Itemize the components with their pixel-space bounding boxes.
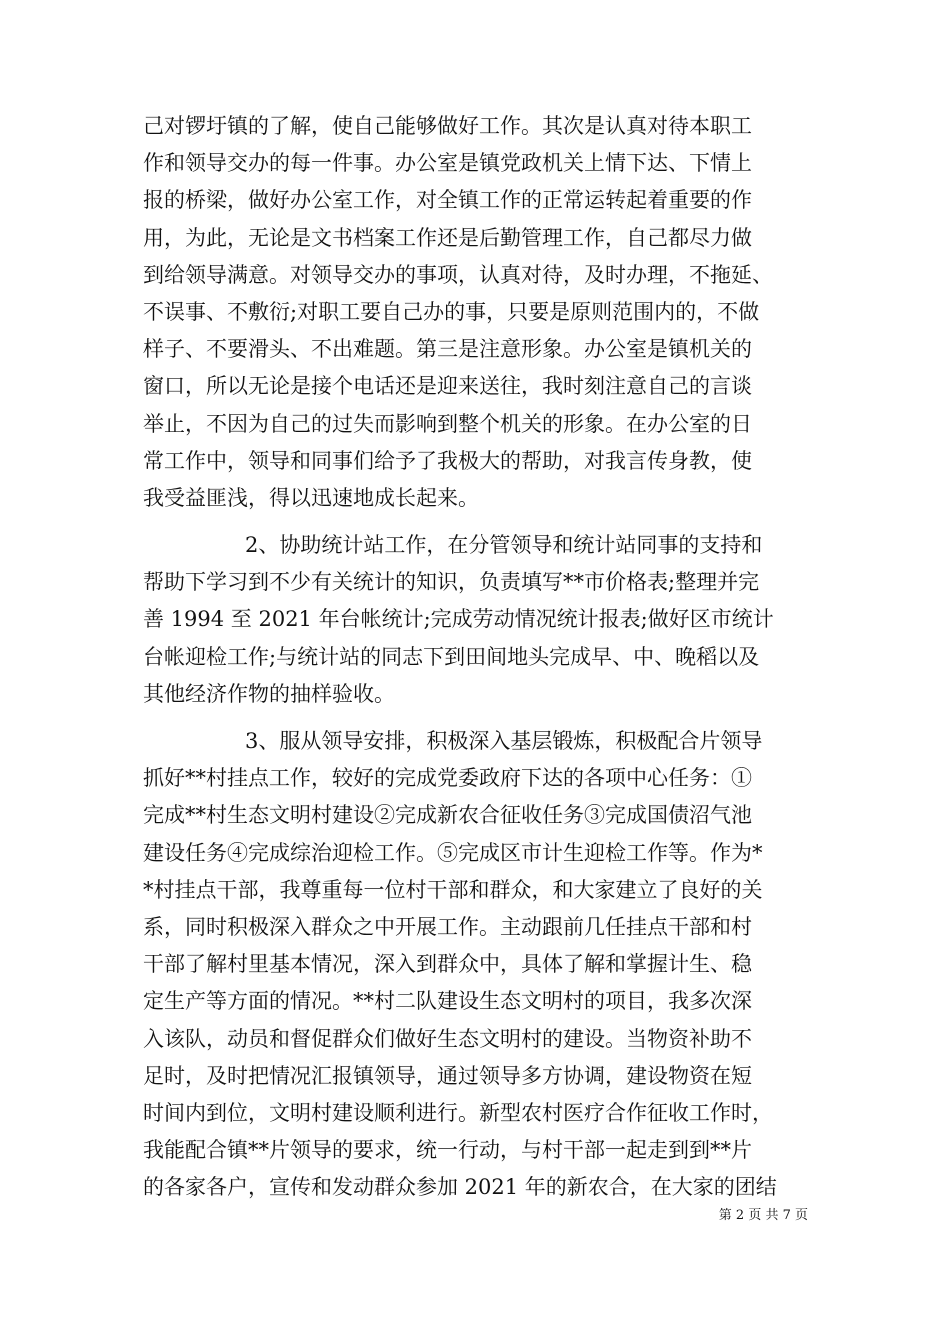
text-line: 其他经济作物的抽样验收。 [143, 681, 395, 706]
text-line: 作和领导交办的每一件事。办公室是镇党政机关上情下达、下情上 [143, 151, 752, 176]
text-line: 己对锣圩镇的了解，使自己能够做好工作。其次是认真对待本职工 [143, 114, 752, 138]
text-line: 入该队，动员和督促群众们做好生态文明村的建设。当物资补助不 [143, 1026, 752, 1051]
text-line: 善 1994 至 2021 年台帐统计;完成劳动情况统计报表;做好区市统计 [143, 607, 774, 632]
text-line: 3、服从领导安排，积极深入基层锻炼，积极配合片领导 [245, 729, 763, 753]
paragraph-gap [143, 713, 813, 723]
text-line: 2、协助统计站工作，在分管领导和统计站同事的支持和 [245, 533, 763, 558]
text-line: 常工作中，领导和同事们给予了我极大的帮助，对我言传身教，使 [143, 448, 752, 473]
paragraph [143, 108, 813, 517]
text-line: 到给领导满意。对领导交办的事项，认真对待，及时办理，不拖延、 [143, 262, 773, 287]
text-line: 窗口，所以无论是接个电话还是迎来送往，我时刻注意自己的言谈 [143, 374, 752, 399]
text-line: 我受益匪浅，得以迅速地成长起来。 [143, 485, 479, 510]
text-line: 干部了解村里基本情况，深入到群众中，具体了解和掌握计生、稳 [143, 952, 752, 977]
text-line: 我能配合镇**片领导的要求，统一行动，与村干部一起走到到**片 [143, 1138, 752, 1163]
text-line: 建设任务④完成综治迎检工作。⑤完成区市计生迎检工作等。作为* [143, 840, 763, 865]
text-line: 不误事、不敷衍;对职工要自己办的事，只要是原则范围内的，不做 [143, 299, 760, 324]
text-line: *村挂点干部，我尊重每一位村干部和群众，和大家建立了良好的关 [143, 877, 763, 902]
text-line: 样子、不要滑头、不出难题。第三是注意形象。办公室是镇机关的 [143, 337, 752, 362]
text-line: 抓好**村挂点工作，较好的完成党委政府下达的各项中心任务：① [143, 766, 752, 791]
paragraph [143, 527, 813, 713]
text-line: 系，同时积极深入群众之中开展工作。主动跟前几任挂点干部和村 [143, 914, 752, 939]
text-line: 定生产等方面的情况。**村二队建设生态文明村的项目，我多次深 [143, 989, 752, 1014]
text-line: 时间内到位，文明村建设顺利进行。新型农村医疗合作征收工作时， [143, 1100, 773, 1125]
paragraph [143, 723, 813, 1206]
text-line: 报的桥梁，做好办公室工作，对全镇工作的正常运转起着重要的作 [143, 188, 752, 213]
text-line: 足时，及时把情况汇报镇领导，通过领导多方协调，建设物资在短 [143, 1063, 752, 1088]
text-line: 完成**村生态文明村建设②完成新农合征收任务③完成国债沼气池 [143, 803, 752, 828]
text-line: 用，为此，无论是文书档案工作还是后勤管理工作，自己都尽力做 [143, 225, 752, 250]
text-line: 帮助下学习到不少有关统计的知识，负责填写**市价格表;整理并完 [143, 570, 760, 595]
text-line: 的各家各户，宣传和发动群众参加 2021 年的新农合，在大家的团结 [143, 1175, 777, 1200]
page-footer: 第 2 页 共 7 页 [718, 1208, 808, 1223]
paragraph-gap [143, 517, 813, 527]
text-line: 台帐迎检工作;与统计站的同志下到田间地头完成早、中、晚稻以及 [143, 644, 760, 669]
document-body [143, 108, 813, 1206]
text-line: 举止，不因为自己的过失而影响到整个机关的形象。在办公室的日 [143, 411, 752, 436]
